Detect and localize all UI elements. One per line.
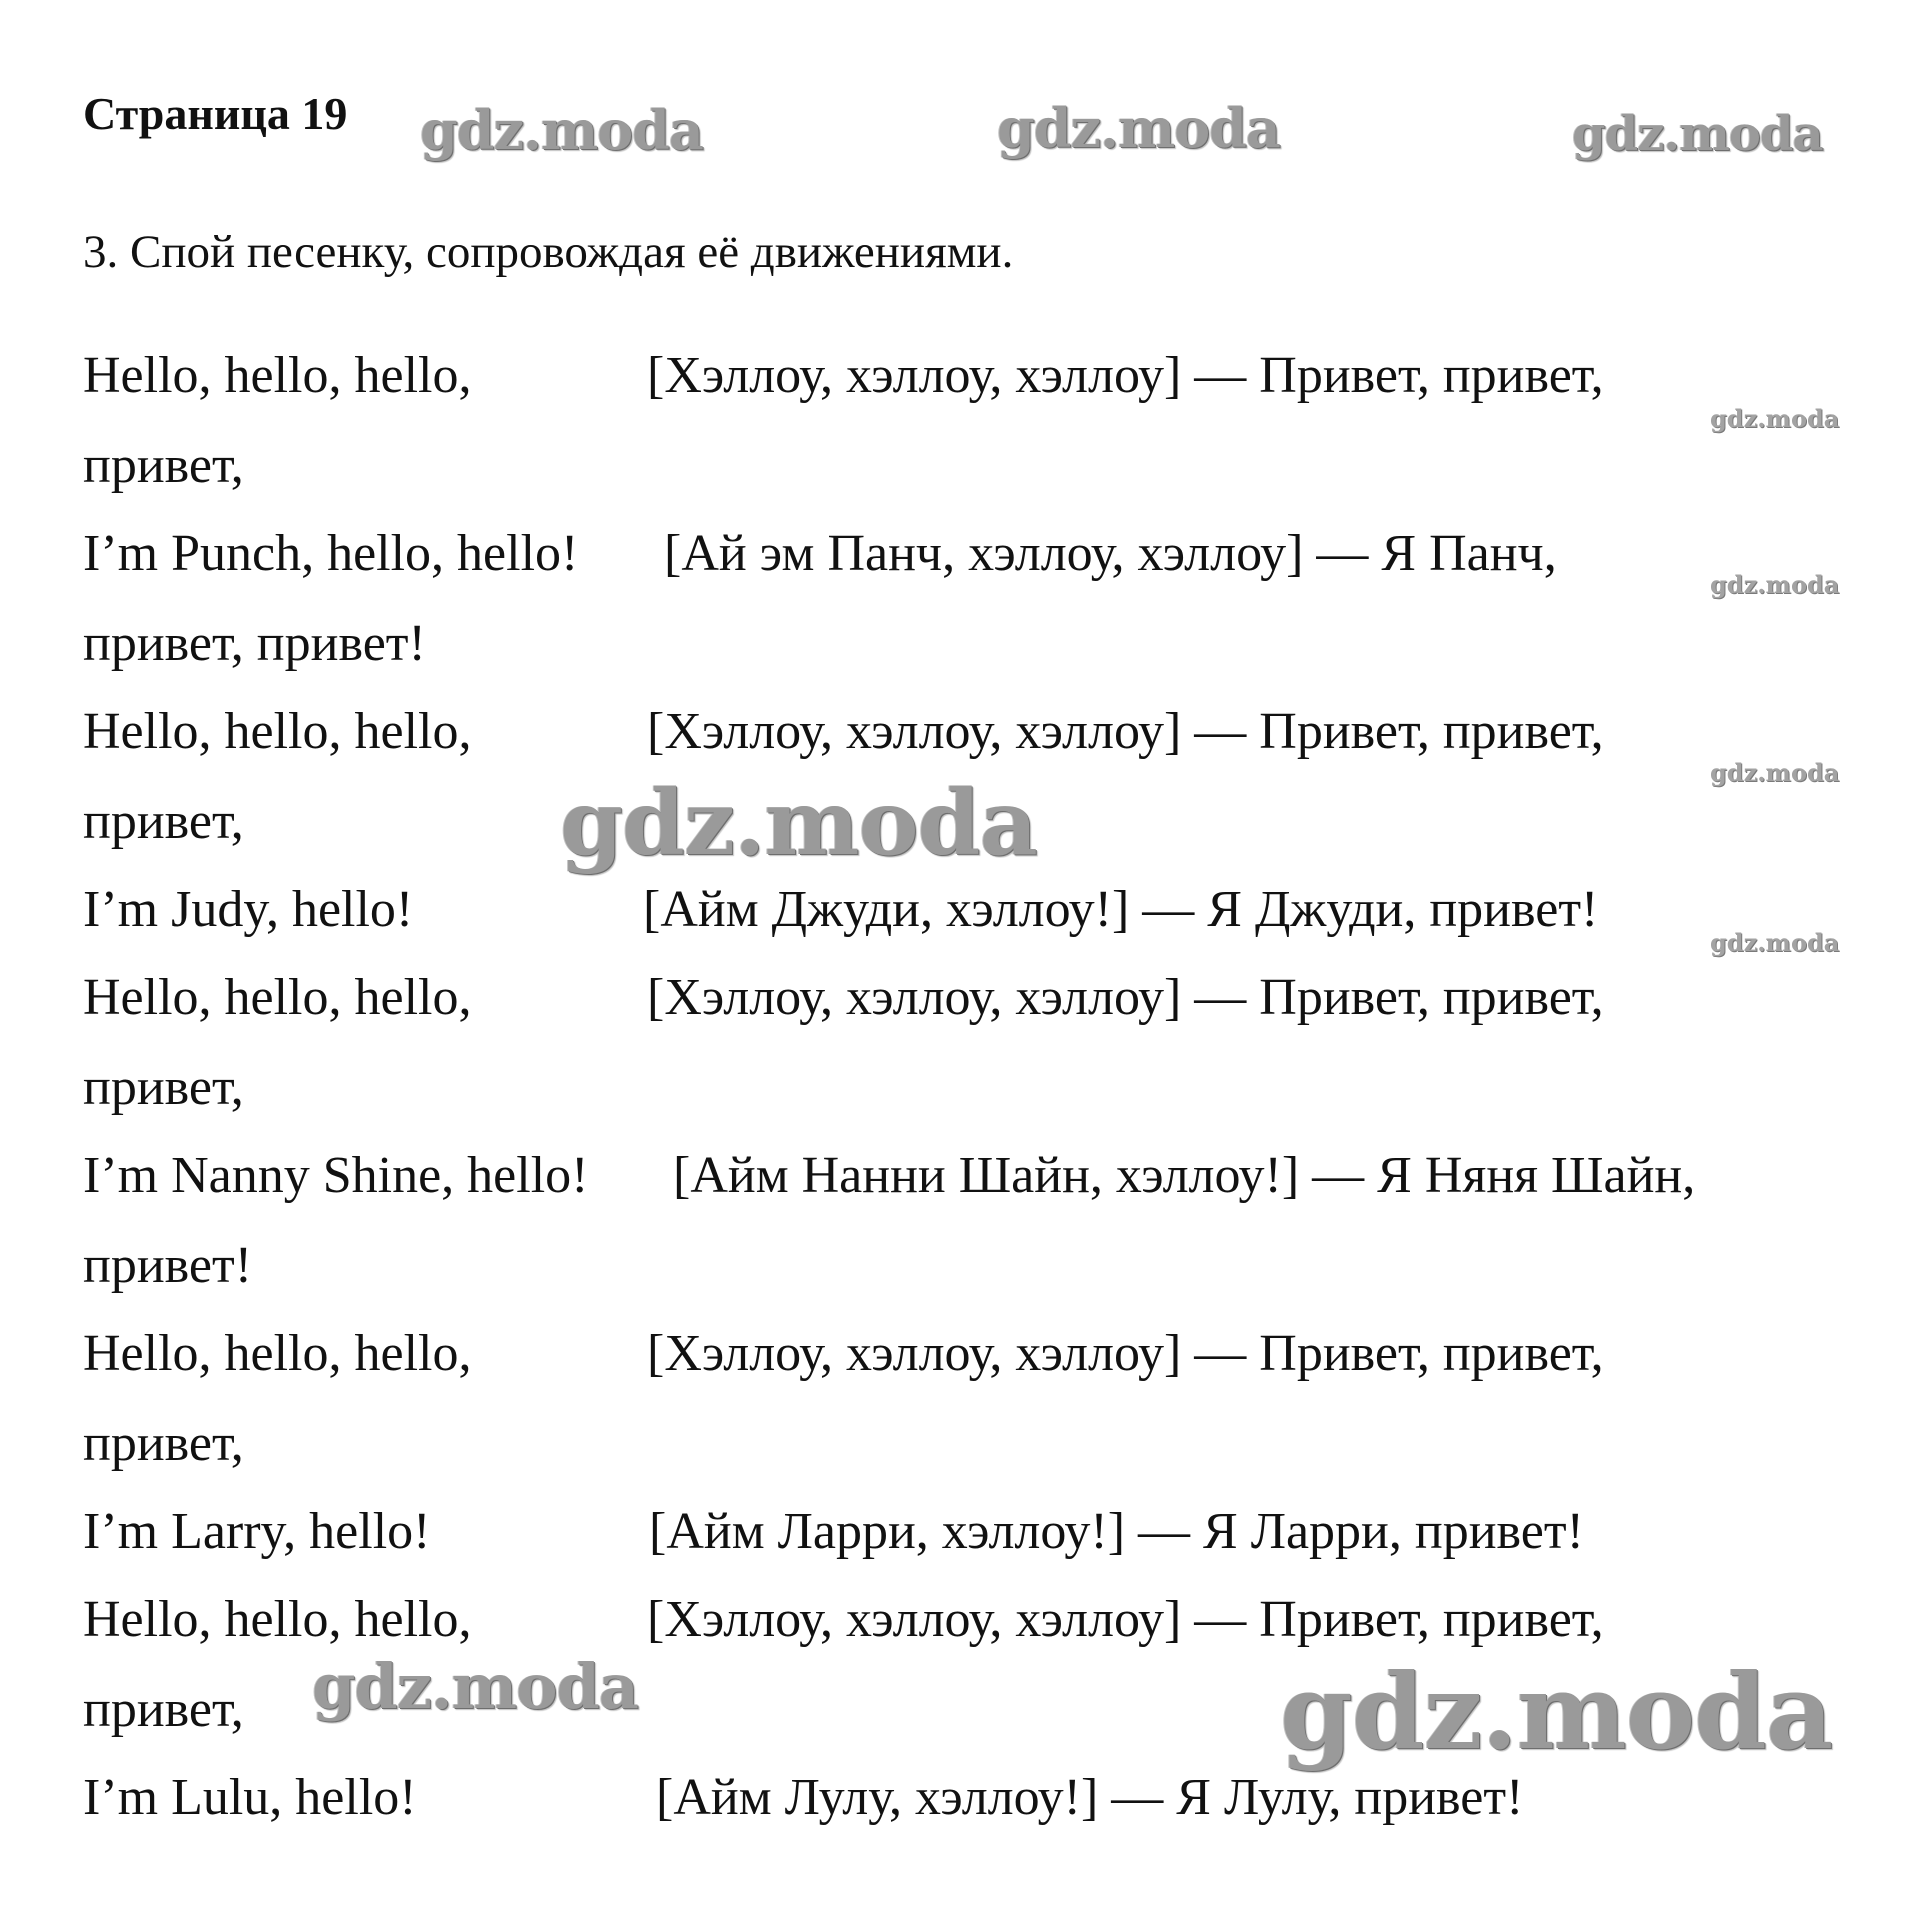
song-line-5-ru: [Хэллоу, хэллоу, хэллоу] — Привет, привет, (647, 969, 1604, 1026)
song-line-1-en: Hello, hello, hello, (83, 347, 472, 404)
watermark: gdz.moda (1710, 928, 1840, 957)
song-line-1-ru: [Хэллоу, хэллоу, хэллоу] — Привет, привет, (647, 347, 1604, 404)
watermark: gdz.moda (312, 1650, 638, 1723)
song-line-7-en: Hello, hello, hello, (83, 1325, 472, 1382)
song-line-8-ru: [Айм Ларри, хэллоу!] — Я Ларри, привет! (649, 1503, 1584, 1560)
song-line-2-wrap: привет, привет! (83, 615, 426, 672)
song-line-3-en: Hello, hello, hello, (83, 703, 472, 760)
song-line-9-wrap: привет, (83, 1681, 244, 1738)
watermark: gdz.moda (1710, 758, 1840, 787)
song-line-4-en: I’m Judy, hello! (83, 881, 414, 938)
watermark: gdz.moda (1280, 1650, 1833, 1773)
song-line-3-ru: [Хэллоу, хэллоу, хэллоу] — Привет, привет, (647, 703, 1604, 760)
song-line-10-ru: [Айм Лулу, хэллоу!] — Я Лулу, привет! (656, 1769, 1524, 1826)
song-line-8-en: I’m Larry, hello! (83, 1503, 431, 1560)
watermark: gdz.moda (560, 770, 1037, 876)
song-line-5-wrap: привет, (83, 1059, 244, 1116)
song-line-6-wrap: привет! (83, 1237, 253, 1294)
song-line-3-wrap: привет, (83, 793, 244, 850)
page-title: Страница 19 (83, 88, 348, 139)
watermark: gdz.moda (420, 98, 703, 162)
song-line-9-en: Hello, hello, hello, (83, 1591, 472, 1648)
watermark: gdz.moda (1710, 404, 1840, 433)
song-line-2-ru: [Ай эм Панч, хэллоу, хэллоу] — Я Панч, (664, 525, 1557, 582)
song-line-1-wrap: привет, (83, 437, 244, 494)
watermark: gdz.moda (997, 96, 1280, 160)
song-line-6-ru: [Айм Нанни Шайн, хэллоу!] — Я Няня Шайн, (673, 1147, 1696, 1204)
watermark: gdz.moda (1572, 106, 1823, 162)
song-line-10-en: I’m Lulu, hello! (83, 1769, 417, 1826)
song-line-7-wrap: привет, (83, 1415, 244, 1472)
song-line-7-ru: [Хэллоу, хэллоу, хэллоу] — Привет, привет, (647, 1325, 1604, 1382)
song-line-2-en: I’m Punch, hello, hello! (83, 525, 579, 582)
song-line-6-en: I’m Nanny Shine, hello! (83, 1147, 589, 1204)
song-line-9-ru: [Хэллоу, хэллоу, хэллоу] — Привет, привет, (647, 1591, 1604, 1648)
watermark: gdz.moda (1710, 570, 1840, 599)
song-line-4-ru: [Айм Джуди, хэллоу!] — Я Джуди, привет! (643, 881, 1599, 938)
task-instruction: 3. Спой песенку, сопровождая её движениями. (83, 226, 1014, 278)
song-line-5-en: Hello, hello, hello, (83, 969, 472, 1026)
